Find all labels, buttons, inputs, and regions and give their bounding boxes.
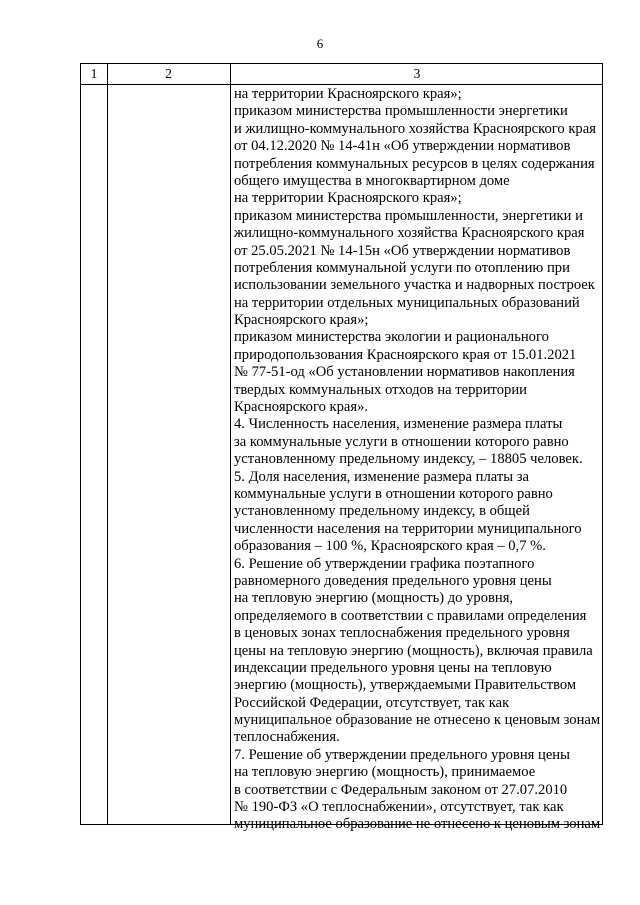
column-header-2: 2 xyxy=(165,66,172,81)
text-line: потребления коммунальной услуги по отоплению при xyxy=(234,259,570,276)
text-line: природопользования Красноярского края от 15.01.2021 xyxy=(234,346,577,363)
column-divider-2 xyxy=(230,64,231,824)
text-line: индексации предельного уровня цены на тепловую xyxy=(234,659,552,676)
text-line: установленному предельному индексу, – 18805 человек. xyxy=(234,451,583,468)
column-divider-1 xyxy=(107,64,108,824)
text-line: 6. Решение об утверждении графика поэтапного xyxy=(234,555,535,572)
text-line: коммунальные услуги в отношении которого равно xyxy=(234,485,553,502)
text-line: от 04.12.2020 № 14-41н «Об утверждении нормативов xyxy=(234,138,571,155)
text-line: определяемого в соответствии с правилами определения xyxy=(234,607,587,624)
text-line: равномерного доведения предельного уровня цены xyxy=(234,572,552,589)
text-line: потребления коммунальных ресурсов в целях содержания xyxy=(234,155,595,172)
text-line: № 190-ФЗ «О теплоснабжении», отсутствует, так как xyxy=(234,799,564,816)
text-line: численности населения на территории муниципального xyxy=(234,520,582,537)
text-line: 4. Численность населения, изменение размера платы xyxy=(234,416,563,433)
text-line: образования – 100 %, Красноярского края – 0,7 %. xyxy=(234,538,546,555)
text-line: теплоснабжения. xyxy=(234,729,340,746)
text-line: Красноярского края»; xyxy=(234,312,369,329)
column-header-3: 3 xyxy=(413,66,421,81)
text-line: на тепловую энергию (мощность), принимаемое xyxy=(234,764,536,781)
text-line: № 77-51-од «Об установлении нормативов накопления xyxy=(234,364,575,381)
text-line: общего имущества в многоквартирном доме xyxy=(234,172,510,189)
text-line: за коммунальные услуги в отношении которого равно xyxy=(234,433,569,450)
text-line: на территории Красноярского края»; xyxy=(234,190,462,207)
text-line: и жилищно-коммунального хозяйства Красноярского края xyxy=(234,120,596,137)
text-line: использовании земельного участка и надворных построек xyxy=(234,277,595,294)
text-line: Красноярского края». xyxy=(234,399,369,416)
text-line: на территории отдельных муниципальных образований xyxy=(234,294,580,311)
column-header-1: 1 xyxy=(90,66,98,81)
text-line: муниципальное образование не отнесено к ценовым зонам xyxy=(234,712,601,729)
page-number: 6 xyxy=(316,36,324,51)
header-row-divider xyxy=(81,84,602,85)
text-line: в соответствии с Федеральным законом от 27.07.2010 xyxy=(234,781,568,798)
text-line: от 25.05.2021 № 14-15н «Об утверждении нормативов xyxy=(234,242,571,259)
text-line: приказом министерства промышленности энергетики xyxy=(234,103,568,120)
text-line: на тепловую энергию (мощность) до уровня, xyxy=(234,590,514,607)
text-line: энергию (мощность), утверждаемыми Правительством xyxy=(234,677,577,694)
document-table xyxy=(80,63,603,833)
text-line: муниципальное образование не отнесено к ценовым зонам xyxy=(234,816,601,833)
text-line: 7. Решение об утверждении предельного уровня цены xyxy=(234,746,570,763)
text-line: жилищно-коммунального хозяйства Красноярского края xyxy=(234,225,585,242)
text-line: приказом министерства промышленности, энергетики и xyxy=(234,207,583,224)
text-line: Российской Федерации, отсутствует, так как xyxy=(234,694,510,711)
text-line: 5. Доля населения, изменение размера платы за xyxy=(234,468,529,485)
text-line: приказом министерства экологии и рационального xyxy=(234,329,549,346)
text-line: твердых коммунальных отходов на территории xyxy=(234,381,527,398)
text-line: на территории Красноярского края»; xyxy=(234,86,462,102)
text-line: цены на тепловую энергию (мощность), включая правила xyxy=(234,642,593,659)
column-3-text xyxy=(234,86,602,834)
text-line: в ценовых зонах теплоснабжения предельного уровня xyxy=(234,625,570,642)
text-line: установленному предельному индексу, в общей xyxy=(234,503,530,520)
